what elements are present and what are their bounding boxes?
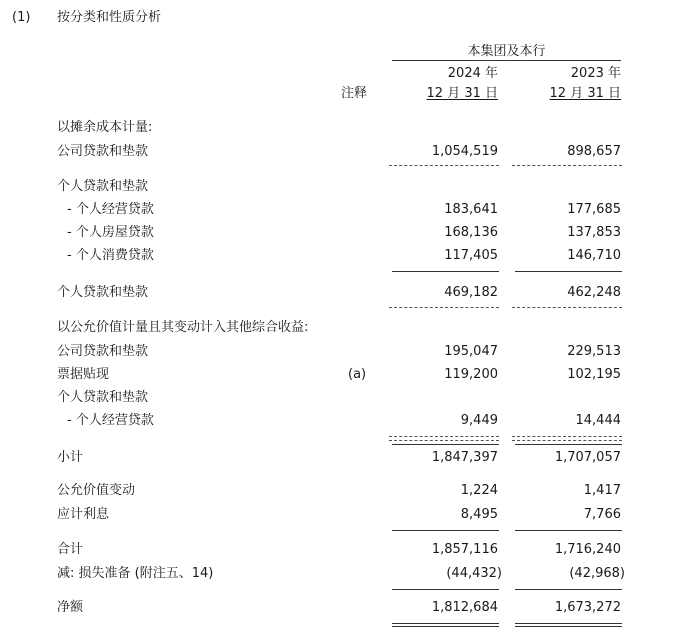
solid-rule <box>392 444 499 445</box>
row-label: 净额 <box>57 600 84 615</box>
row-label: 个人贷款和垫款 <box>57 285 149 300</box>
row-value-2023: 1,707,057 <box>554 450 621 465</box>
row-label: - 个人经营贷款 <box>67 413 154 428</box>
row-value-2024: 1,812,684 <box>431 600 498 615</box>
row-value-2024: 119,200 <box>444 367 498 382</box>
row-value-2024: 183,641 <box>444 202 498 217</box>
solid-rule <box>392 530 499 531</box>
section-title: 按分类和性质分析 <box>57 10 162 25</box>
col1-date: 12 月 31 日 <box>426 86 498 101</box>
row-value-2023: 14,444 <box>575 413 621 428</box>
dashed-rule <box>512 440 622 441</box>
row-label: 个人贷款和垫款 <box>57 390 149 405</box>
row-value-2023: 7,766 <box>583 507 621 522</box>
row-value-2024: 1,847,397 <box>431 450 498 465</box>
row-value-2023: 898,657 <box>567 144 621 159</box>
dashed-rule <box>389 307 499 308</box>
row-label: 合计 <box>57 542 84 557</box>
dashed-rule <box>512 165 622 166</box>
row-value-2024: (44,432) <box>446 566 502 581</box>
row-label: 公司贷款和垫款 <box>57 144 149 159</box>
row-label: 公允价值变动 <box>57 483 136 498</box>
solid-rule <box>515 530 622 531</box>
solid-rule <box>515 589 622 590</box>
solid-rule <box>515 271 622 272</box>
row-value-2024: 469,182 <box>444 285 498 300</box>
dashed-rule <box>389 436 499 437</box>
solid-rule <box>392 589 499 590</box>
row-value-2023: 146,710 <box>567 248 621 263</box>
row-value-2024: 168,136 <box>444 225 498 240</box>
row-value-2024: 1,224 <box>460 483 498 498</box>
row-label: 票据贴现 <box>57 367 110 382</box>
col2-year: 2023 年 <box>570 66 621 81</box>
row-label: - 个人经营贷款 <box>67 202 154 217</box>
row-value-2023: 137,853 <box>567 225 621 240</box>
solid-rule <box>515 623 622 624</box>
row-value-2024: 1,857,116 <box>431 542 498 557</box>
section-number: (1) <box>12 10 31 25</box>
row-label: 小计 <box>57 450 84 465</box>
row-label: 以摊余成本计量: <box>57 120 153 135</box>
row-value-2023: 1,716,240 <box>554 542 621 557</box>
row-value-2023: (42,968) <box>569 566 625 581</box>
solid-rule <box>392 271 499 272</box>
row-value-2023: 1,673,272 <box>554 600 621 615</box>
row-label: 减: 损失准备 (附注五、14) <box>57 566 214 581</box>
solid-rule <box>392 626 499 627</box>
solid-rule <box>515 626 622 627</box>
row-value-2023: 177,685 <box>567 202 621 217</box>
row-label: 应计利息 <box>57 507 110 522</box>
row-value-2023: 229,513 <box>567 344 621 359</box>
row-label: - 个人房屋贷款 <box>67 225 154 240</box>
row-value-2024: 1,054,519 <box>431 144 498 159</box>
row-value-2024: 195,047 <box>444 344 498 359</box>
row-label: 以公允价值计量且其变动计入其他综合收益: <box>57 320 309 335</box>
group-header-rule <box>392 60 621 61</box>
row-value-2024: 9,449 <box>460 413 498 428</box>
col1-year: 2024 年 <box>447 66 498 81</box>
row-label: 公司贷款和垫款 <box>57 344 149 359</box>
row-value-2024: 8,495 <box>460 507 498 522</box>
row-value-2023: 102,195 <box>567 367 621 382</box>
dashed-rule <box>389 165 499 166</box>
row-label: - 个人消费贷款 <box>67 248 154 263</box>
row-note: (a) <box>348 367 367 382</box>
dashed-rule <box>512 436 622 437</box>
row-value-2024: 117,405 <box>444 248 498 263</box>
note-header: 注释 <box>341 86 368 101</box>
group-header: 本集团及本行 <box>467 44 546 59</box>
row-label: 个人贷款和垫款 <box>57 179 149 194</box>
row-value-2023: 1,417 <box>583 483 621 498</box>
row-value-2023: 462,248 <box>567 285 621 300</box>
col2-date: 12 月 31 日 <box>549 86 621 101</box>
solid-rule <box>515 444 622 445</box>
dashed-rule <box>389 440 499 441</box>
dashed-rule <box>512 307 622 308</box>
solid-rule <box>392 623 499 624</box>
